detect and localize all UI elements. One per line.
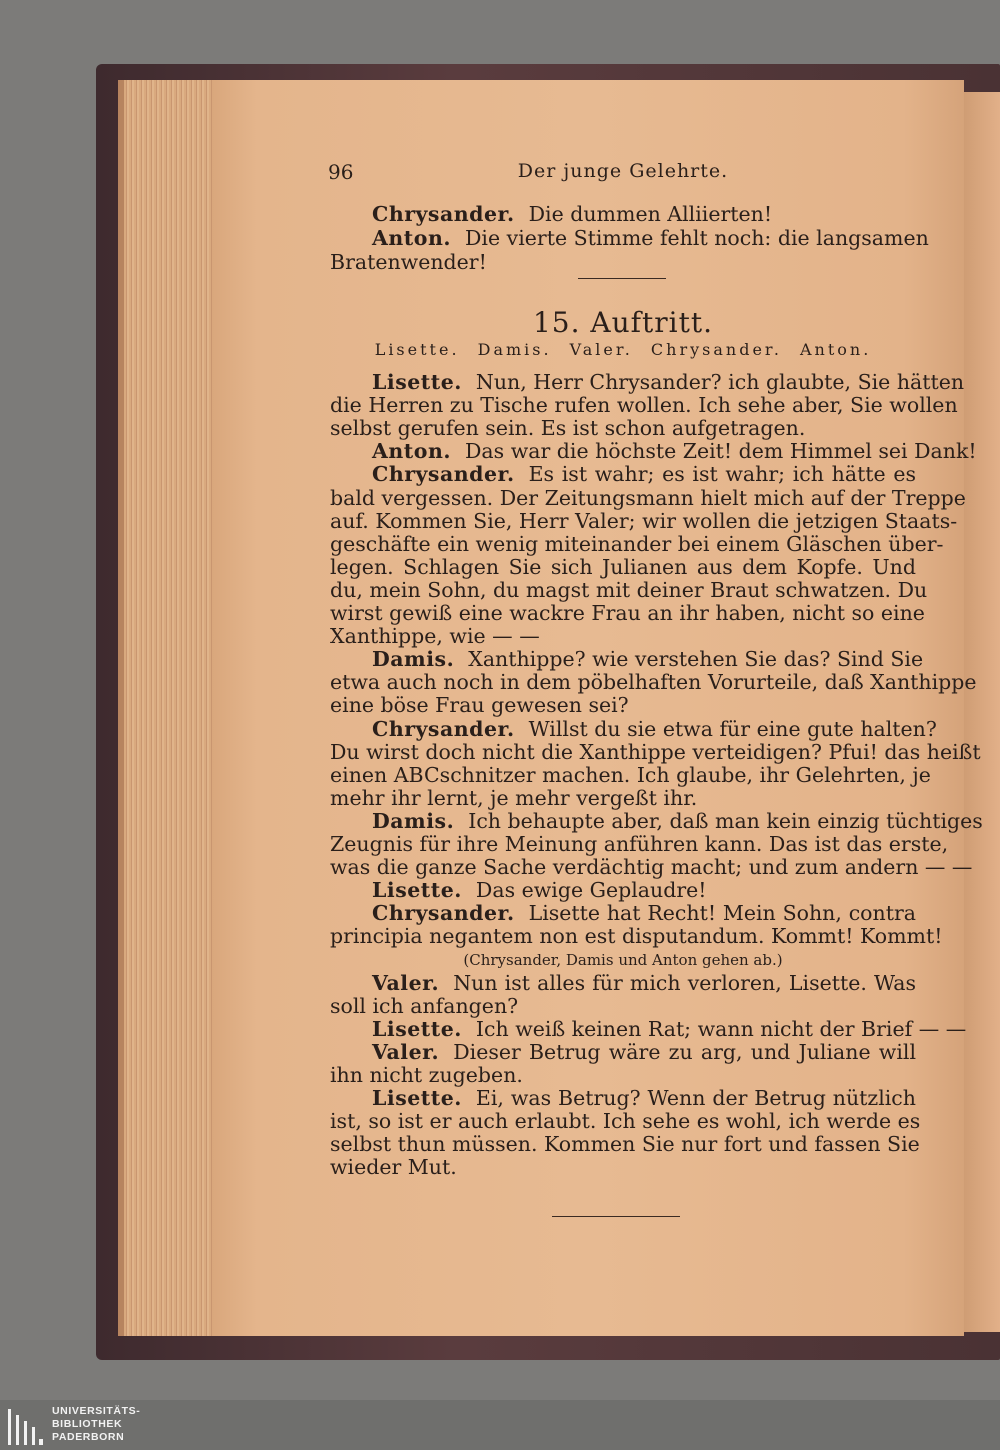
line-text: auf. Kommen Sie, Herr Valer; wir wollen die jetzigen Staats- — [330, 509, 958, 533]
text-line — [372, 901, 916, 925]
line-text: geschäfte ein wenig miteinander bei einem Gläschen über- — [330, 532, 944, 556]
line-text: etwa auch noch in dem pöbelhaften Vorurteile, daß Xanthippe — [330, 670, 977, 694]
text-line — [372, 1086, 916, 1110]
line-text: selbst thun müssen. Kommen Sie nur fort und fassen Sie — [330, 1132, 920, 1156]
text-line — [372, 202, 916, 226]
line-text: was die ganze Sache verdächtig macht; und zum andern — — — [330, 855, 973, 879]
line-text: selbst gerufen sein. Es ist schon aufgetragen. — [330, 416, 806, 440]
line-text: Willst du sie etwa für eine gute halten? — [528, 717, 937, 741]
speaker-name: Anton. — [372, 439, 451, 463]
text-line — [330, 555, 916, 579]
speaker-name: Lisette. — [372, 1017, 462, 1041]
text-line — [372, 809, 983, 833]
text-line — [330, 250, 916, 274]
line-text: bald vergessen. Der Zeitungsmann hielt mich auf der Treppe — [330, 486, 966, 510]
line-text: Ich weiß keinen Rat; wann nicht der Brief — — — [475, 1017, 967, 1041]
speaker-name: Damis. — [372, 809, 455, 833]
speaker-name: Lisette. — [372, 1086, 462, 1110]
text-line — [330, 693, 916, 717]
facing-page-edge — [964, 92, 1000, 1332]
library-footer — [0, 1400, 1000, 1450]
line-text: Dieser Betrug wäre zu arg, und Juliane will — [453, 1040, 916, 1064]
section-rule — [578, 278, 666, 279]
line-text: mehr ihr lernt, je mehr vergeßt ihr. — [330, 786, 698, 810]
line-text: Ei, was Betrug? Wenn der Betrug nützlich — [475, 1086, 916, 1110]
speaker-name: Lisette. — [372, 878, 462, 902]
line-text: wirst gewiß eine wackre Frau an ihr haben, nicht so eine — [330, 601, 925, 625]
line-text: Zeugnis für ihre Meinung anführen kann. Das ist das erste, — [330, 832, 949, 856]
text-line — [330, 786, 916, 810]
text-line — [330, 416, 916, 440]
text-line — [372, 971, 916, 995]
line-text: einen ABCschnitzer machen. Ich glaube, ihr Gelehrten, je — [330, 763, 931, 787]
speaker-name: Chrysander. — [372, 717, 515, 741]
text-line — [330, 832, 949, 856]
text-line — [330, 1063, 916, 1087]
text-line — [372, 717, 937, 741]
scene-characters: Lisette. Damis. Valer. Chrysander. Anton. — [374, 340, 872, 359]
text-line — [372, 1017, 967, 1041]
line-text: Du wirst doch nicht die Xanthippe verteidigen? Pfui! das heißt — [330, 740, 981, 764]
line-text: principia negantem non est disputandum. Kommt! Kommt! — [330, 924, 943, 948]
line-text: wieder Mut. — [330, 1155, 457, 1179]
text-line — [330, 1132, 920, 1156]
speaker-name: Damis. — [372, 647, 455, 671]
text-line — [372, 1040, 916, 1064]
text-line — [372, 878, 916, 902]
line-text: Xanthippe, wie — — — [330, 624, 540, 648]
text-line — [330, 1109, 921, 1133]
footer-line-1: UNIVERSITÄTS- — [52, 1405, 141, 1417]
line-text: eine böse Frau gewesen sei? — [330, 693, 629, 717]
scene-title: 15. Auftritt. — [532, 306, 714, 339]
line-text: soll ich anfangen? — [330, 994, 519, 1018]
text-line — [330, 1155, 916, 1179]
text-line — [330, 578, 928, 602]
line-text: Nun ist alles für mich verloren, Lisette. Was — [453, 971, 916, 995]
speaker-name: Lisette. — [372, 370, 462, 394]
text-line — [330, 509, 958, 533]
text-line — [330, 740, 981, 764]
line-text: ihn nicht zugeben. — [330, 1063, 523, 1087]
text-line — [372, 370, 965, 394]
ubp-logo-icon — [6, 1405, 46, 1447]
footer-line-2: BIBLIOTHEK — [52, 1418, 123, 1430]
text-line — [330, 393, 958, 417]
speaker-name: Chrysander. — [372, 901, 515, 925]
footer-line-3: PADERBORN — [52, 1431, 125, 1443]
text-line — [330, 924, 943, 948]
line-text: Xanthippe? wie verstehen Sie das? Sind Sie — [468, 647, 924, 671]
line-text: Das ewige Geplaudre! — [475, 878, 707, 902]
text-line — [330, 486, 966, 510]
line-text: Lisette hat Recht! Mein Sohn, contra — [528, 901, 916, 925]
text-line — [330, 624, 916, 648]
line-text: du, mein Sohn, du magst mit deiner Braut schwatzen. Du — [330, 578, 928, 602]
text-line — [330, 763, 931, 787]
text-line — [330, 670, 977, 694]
speaker-name: Chrysander. — [372, 202, 515, 226]
line-text: ist, so ist er auch erlaubt. Ich sehe es wohl, ich werde es — [330, 1109, 921, 1133]
text-line — [372, 226, 929, 250]
text-line — [330, 601, 925, 625]
speaker-name: Chrysander. — [372, 462, 515, 486]
line-text: Die dummen Alliierten! — [528, 202, 773, 226]
line-text: Bratenwender! — [330, 250, 487, 274]
text-line — [330, 532, 944, 556]
text-line — [372, 647, 924, 671]
text-line — [372, 462, 916, 486]
text-line — [330, 855, 973, 879]
line-text: Ich behaupte aber, daß man kein einzig tüchtiges — [468, 809, 983, 833]
page-number: 96 — [328, 160, 354, 184]
text-line — [330, 994, 916, 1018]
line-text: Es ist wahr; es ist wahr; ich hätte es — [528, 462, 916, 486]
line-text: legen. Schlagen Sie sich Julianen aus dem Kopfe. Und — [330, 555, 916, 579]
line-text: Die vierte Stimme fehlt noch: die langsamen — [465, 226, 929, 250]
speaker-name: Anton. — [372, 226, 451, 250]
end-rule — [552, 1216, 680, 1217]
running-title: Der junge Gelehrte. — [517, 160, 729, 182]
text-line — [372, 439, 977, 463]
speaker-name: Valer. — [372, 971, 440, 995]
line-text: Das war die höchste Zeit! dem Himmel sei Dank! — [465, 439, 977, 463]
speaker-name: Valer. — [372, 1040, 440, 1064]
line-text: Nun, Herr Chrysander? ich glaubte, Sie hätten — [475, 370, 965, 394]
text-line — [330, 948, 916, 972]
stage-direction: (Chrysander, Damis und Anton gehen ab.) — [463, 951, 783, 969]
line-text: die Herren zu Tische rufen wollen. Ich sehe aber, Sie wollen — [330, 393, 958, 417]
